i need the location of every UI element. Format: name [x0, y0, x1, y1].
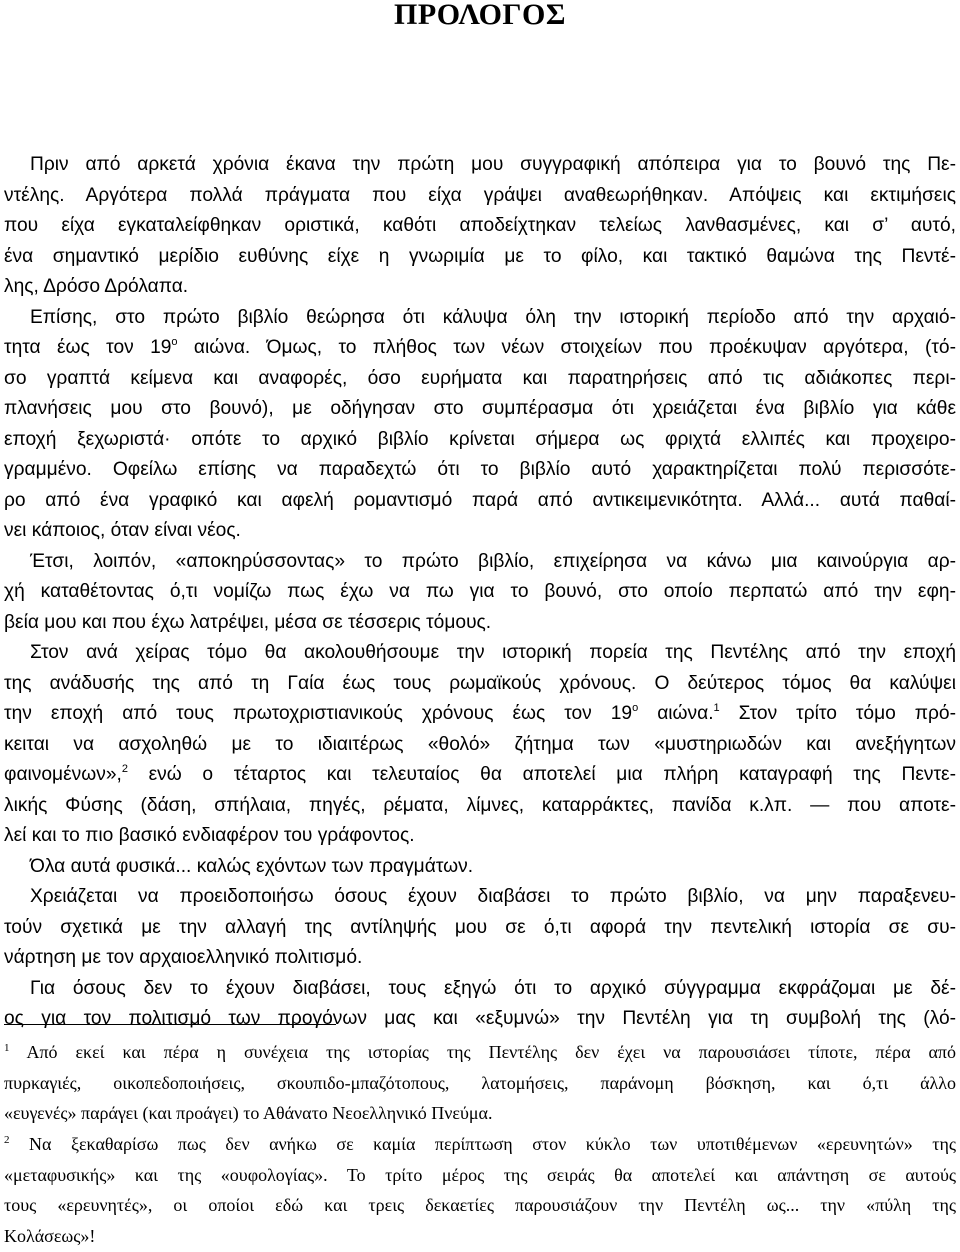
text-line: ντέλης. Αργότερα πολλά πράγματα που είχα γράψει αναθεωρήθηκαν. Απόψεις και εκτιμήσεις	[4, 184, 956, 206]
text-line: κειται να ασχοληθώ με το ιδιαιτέρως «θολό» ζήτημα των «μυστηριωδών και ανεξήγητων	[4, 733, 956, 755]
footnote-line: πυρκαγιές, οικοπεδοποιήσεις, σκουπιδο-μπαζότοπους, λατομήσεις, παράνομη βόσκηση, και ό,τι άλλο	[4, 1072, 956, 1093]
text-line: Πριν από αρκετά χρόνια έκανα την πρώτη μου συγγραφική απόπειρα για το βουνό της Πε-	[30, 154, 956, 175]
text-line: της ανάδυσής της από τη Γαία έως τους ρωμαϊκούς χρόνους. Ο δεύτερος τόμος θα καλύψει	[4, 672, 956, 694]
footnote-ref-2[interactable]: 2	[121, 763, 128, 775]
text-line: Χρειάζεται να προειδοποιήσω όσους έχουν διαβάσει το πρώτο βιβλίο, να μην παραξενευ-	[30, 886, 956, 907]
text-line: την εποχή από τους πρωτοχριστιανικούς χρόνους έως τον $19^o$ αιώνα.$^1$ Στον τρίτο τόμο πρό-	[4, 702, 956, 724]
text-line: πλανήσεις μου στο βουνό), με οδήγησαν στο συμπέρασμα ότι χρειάζεται ένα βιβλίο για κάθε	[4, 398, 956, 419]
text-line: ένα σημαντικό μερίδιο ευθύνης είχε η γνωριμία με το φίλο, και τακτικό θαμώνα της Πεντέ-	[4, 245, 956, 267]
text-line: σο γραπτά κείμενα και αναφορές, όσο ευρήματα και παρατηρήσεις από τις αδιάκοπες περι-	[4, 367, 956, 389]
text-line: βεία μου και που έχω λατρέψει, μέσα σε τέσσερις τόμους.	[4, 611, 492, 633]
text-line: Έτσι, λοιπόν, «αποκηρύσσοντας» το πρώτο βιβλίο, επιχείρησα να κάνω μια καινούργια αρ-	[30, 550, 956, 572]
footnote-line: «ευγενές» παράγει (και προάγει) το Αθάνατο Νεοελληνικό Πνεύμα.	[4, 1103, 493, 1124]
text-line: νει κάποιος, όταν είναι νέος.	[4, 520, 241, 541]
footnote-2: $^2$ Να ξεκαθαρίσω πως δεν ανήκω σε καμία περίπτωση στον κύκλο των υποτιθέμενων «ερευνητών» της	[4, 1134, 956, 1155]
footnote-ref-1[interactable]: 1	[713, 702, 720, 714]
body-text	[4, 150, 956, 1035]
text-line: χή καταθέτοντας ό,τι νομίζω πως έχω να πω για το βουνό, στο οποίο περπατώ από την εφη-	[4, 581, 956, 602]
text-line: λικής Φύσης (δάση, σπήλαια, πηγές, ρέματα, λίμνες, καταρράκτες, πανίδα κ.λπ. — που αποτε-	[4, 794, 956, 816]
text-line: Επίσης, στο πρώτο βιβλίο θεώρησα ότι κάλυψα όλη την ιστορική περίοδο από την αρχαιό-	[30, 306, 956, 328]
text-line: τητα έως τον $19^o$ αιώνα. Όμως, το πλήθος των νέων στοιχείων που προέκυψαν αργότερα, (τό-	[4, 336, 956, 358]
superscript: ο	[171, 336, 178, 348]
text-line: Για όσους δεν το έχουν διαβάσει, τους εξηγώ ότι το αρχικό σύγγραμμα εκφράζομαι με δέ-	[30, 977, 956, 999]
footnote-line: Κολάσεως»!	[4, 1226, 96, 1247]
text-line: νάρτηση με τον αρχαιοελληνικό πολιτισμό.	[4, 947, 363, 968]
text-line: ος για τον πολιτισμό των προγόνων μας και «εξυμνώ» την Πεντέλη για τη συμβολή της (λό-	[4, 1008, 956, 1029]
text-line: Στον ανά χείρας τόμο θα ακολουθήσουμε την ιστορική πορεία της Πεντέλης από την εποχή	[30, 642, 956, 663]
footnote-divider	[4, 1024, 336, 1025]
text-line: εποχή ξεχωριστά· οπότε το αρχικό βιβλίο κρίνεται σήμερα ως φριχτά ελλιπές και προχειρο-	[4, 428, 956, 450]
text-line: ρο από ένα γραφικό και αφελή ρομαντισμό παρά από αντικειμενικότητα. Αλλά... αυτά παθαί-	[4, 489, 956, 511]
text-line: γραμμένο. Οφείλω επίσης να παραδεχτώ ότι το βιβλίο αυτό χαρακτηρίζεται πολύ περισσότε-	[4, 459, 956, 480]
text-line: φαινομένων»,$^2$ ενώ ο τέταρτος και τελευταίος θα αποτελεί μια πλήρη καταγραφή της Πεντε-	[4, 763, 956, 785]
text-line: Όλα αυτά φυσικά... καλώς εχόντων των πραγμάτων.	[30, 855, 474, 877]
text-line: που είχα εγκαταλείφθηκαν οριστικά, καθότι αποδείχτηκαν τελείως λανθασμένες, και σ’ αυτό,	[4, 215, 956, 236]
footnote-line: τους «ερευνητές», οι οποίοι εδώ και τρεις δεκαετίες παρουσιάζουν την Πεντέλη ως... την «πύλη της	[4, 1195, 956, 1216]
text-line: λεί και το πιο βασικό ενδιαφέρον του γράφοντος.	[4, 825, 415, 846]
footnote-mark: 2	[4, 1134, 10, 1147]
text-line: τούν σχετικά με την αλλαγή της αντίληψής μου σε ό,τι αφορά την πεντελική ιστορία σε συ-	[4, 916, 956, 938]
footnote-line: «μεταφυσικής» και της «ουφολογίας». Το τρίτο μέρος της σειράς θα αποτελεί και απάντηση σε αυτούς	[4, 1164, 956, 1185]
superscript: ο	[632, 702, 639, 714]
page-title: ΠΡΟΛΟΓΟΣ	[394, 0, 566, 31]
footnote-1: $^1$ Από εκεί και πέρα η συνέχεια της ιστορίας της Πεντέλης δεν έχει να παρουσιάσει τίποτε, πέρα από	[4, 1042, 956, 1062]
text-line: λης, Δρόσο Δρόλαπα.	[4, 276, 189, 297]
footnote-mark: 1	[4, 1042, 10, 1054]
footnotes	[4, 1037, 956, 1252]
